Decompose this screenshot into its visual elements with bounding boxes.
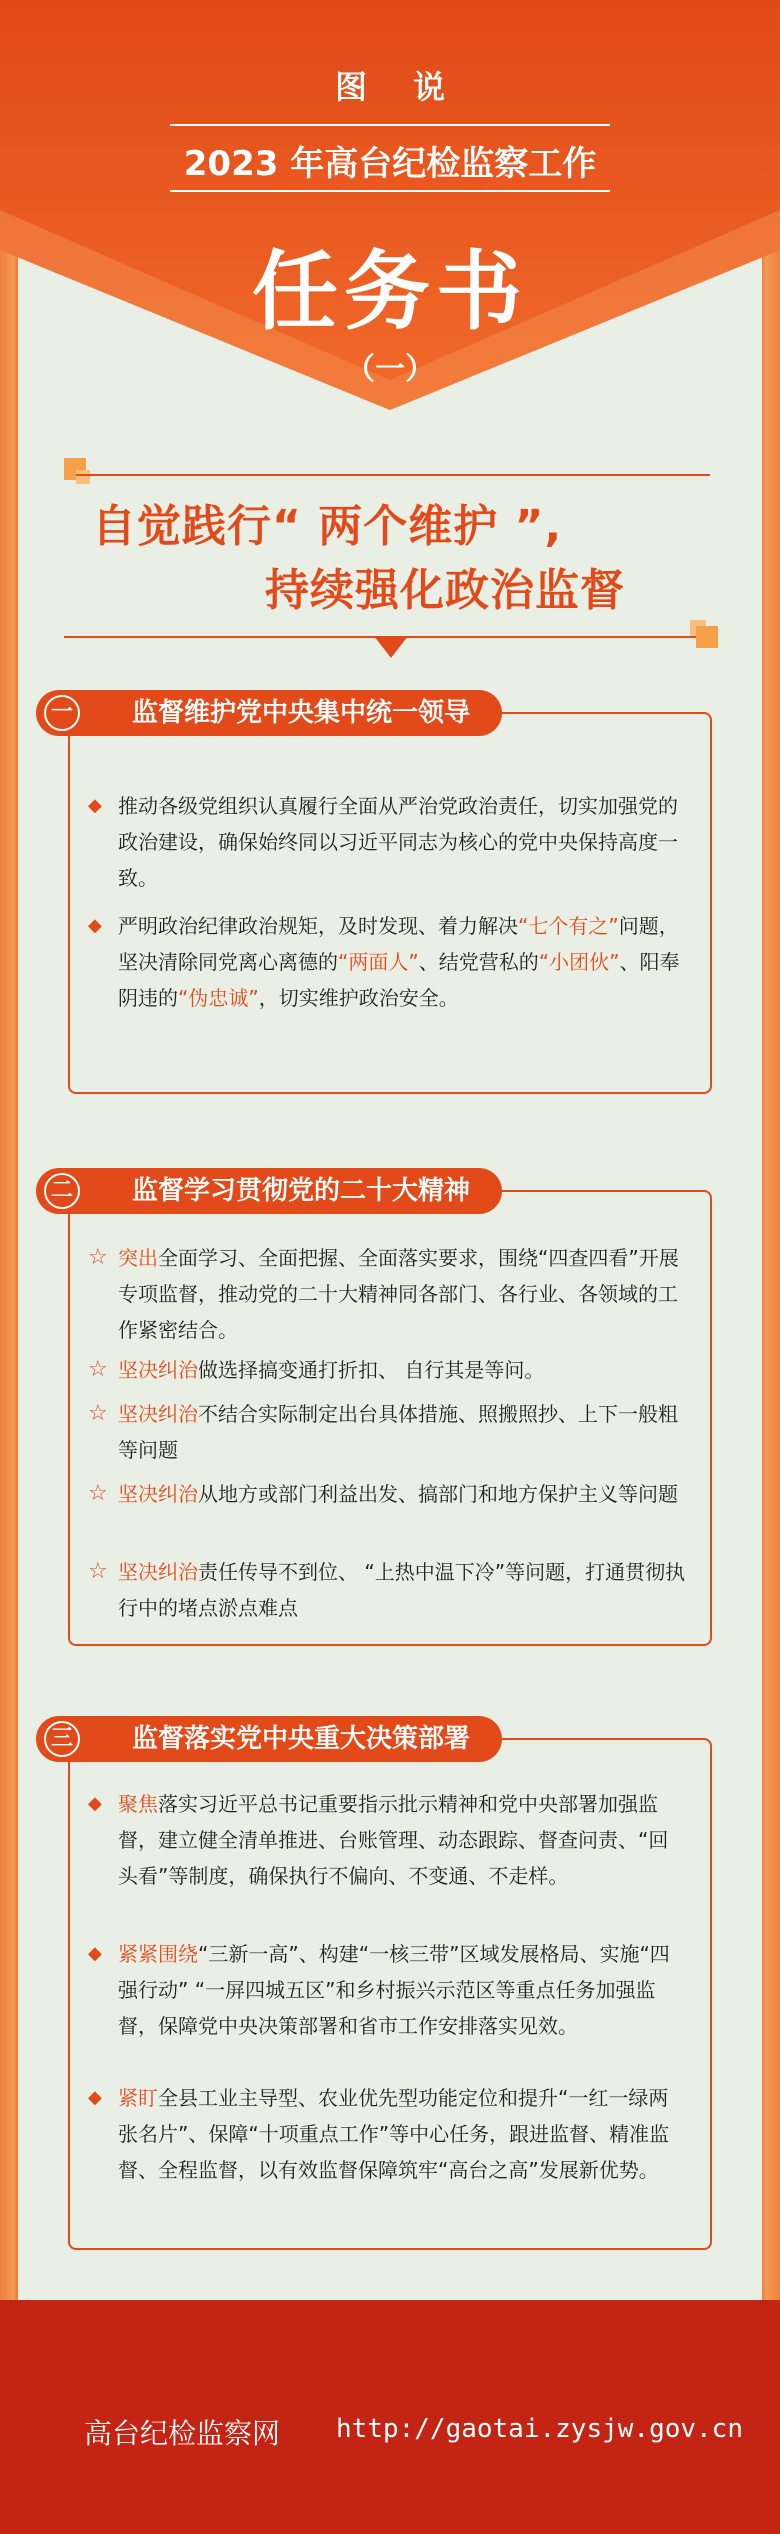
- list-item: [88, 1396, 688, 1468]
- decor-square: [696, 626, 718, 648]
- arrow-down-icon: [374, 636, 408, 660]
- section-1-box: [50, 698, 712, 1094]
- section-title: 监督学习贯彻党的二十大精神: [132, 1176, 471, 1206]
- section-2-header: [36, 1168, 502, 1214]
- header-number: （一）: [345, 352, 435, 387]
- list-item: [88, 908, 688, 1016]
- section-title: 监督落实党中央重大决策部署: [132, 1724, 471, 1754]
- header-rule-top: [170, 124, 610, 126]
- section-1-header: [36, 690, 502, 736]
- footer-site-name: 高台纪检监察网: [84, 2417, 281, 2450]
- theme-block: [0, 450, 780, 680]
- diamond-bullet-icon: ◆: [88, 2087, 102, 2108]
- list-item: [88, 1352, 688, 1388]
- list-item: [88, 1240, 688, 1348]
- item-text: 紧紧围绕“三新一高”、构建“一核三带”区域发展格局、实施“四强行动” “一屏四城五区”和乡村振兴示范区等重点任务加强监督，保障党中央决策部署和省市工作安排落实见效。: [118, 1942, 670, 2038]
- decor-square: [76, 470, 90, 484]
- header-title: 任务书: [252, 242, 528, 342]
- list-item: [88, 788, 688, 896]
- star-bullet-icon: ☆: [88, 1245, 108, 1270]
- header-rule-bottom: [170, 190, 610, 192]
- section-3-header: [36, 1716, 502, 1762]
- diamond-bullet-icon: ◆: [88, 1793, 102, 1814]
- item-text: 坚决纠治责任传导不到位、 “上热中温下冷”等问题，打通贯彻执行中的堵点淤点难点: [118, 1560, 686, 1620]
- diamond-bullet-icon: ◆: [88, 795, 102, 816]
- list-item: [88, 1554, 688, 1626]
- theme-line-2: 持续强化政治监督: [265, 565, 625, 616]
- star-bullet-icon: ☆: [88, 1401, 108, 1426]
- item-text: 坚决纠治做选择搞变通打折扣、 自行其是等问。: [118, 1358, 545, 1382]
- item-text: 聚焦落实习近平总书记重要指示批示精神和党中央部署加强监督，建立健全清单推进、台账管理、动态跟踪、督查问责、“回头看”等制度，确保执行不偏向、不变通、不走样。: [118, 1792, 669, 1888]
- header-subtitle: 2023 年高台纪检监察工作: [183, 144, 597, 184]
- list-item: [88, 1936, 688, 2044]
- section-number: 一: [44, 695, 80, 731]
- item-text: 突出全面学习、全面把握、全面落实要求，围绕“四查四看”开展专项监督，推动党的二十大精神同各部门、各行业、各领域的工作紧密结合。: [118, 1246, 679, 1342]
- section-title: 监督维护党中央集中统一领导: [132, 698, 471, 728]
- item-text: 推动各级党组织认真履行全面从严治党政治责任，切实加强党的政治建设，确保始终同以习近平同志为核心的党中央保持高度一致。: [118, 794, 678, 890]
- section-3-box: [50, 1724, 712, 2250]
- theme-rule-top: [76, 474, 710, 476]
- header-banner: [0, 0, 780, 420]
- footer-url-link[interactable]: http://gaotai.zysjw.gov.cn: [336, 2414, 743, 2444]
- section-2-box: [50, 1176, 712, 1646]
- list-item: [88, 1786, 688, 1894]
- footer: [0, 2300, 780, 2534]
- section-number: 二: [44, 1173, 80, 1209]
- header-top-label: 图说: [334, 68, 491, 106]
- item-text: 坚决纠治不结合实际制定出台具体措施、照搬照抄、上下一般粗等问题: [118, 1402, 678, 1462]
- item-text: 紧盯全县工业主导型、农业优先型功能定位和提升“一红一绿两张名片”、保障“十项重点工作”等中心任务，跟进监督、精准监督、全程监督，以有效监督保障筑牢“高台之高”发展新优势。: [118, 2086, 670, 2182]
- diamond-bullet-icon: ◆: [88, 1943, 102, 1964]
- item-text: 坚决纠治从地方或部门利益出发、搞部门和地方保护主义等问题: [118, 1482, 678, 1506]
- theme-line-1: 自觉践行“ 两个维护 ”,: [92, 501, 563, 552]
- list-item: [88, 2080, 688, 2188]
- item-text: 严明政治纪律政治规矩，及时发现、着力解决“七个有之”问题，坚决清除同党离心离德的“两面人”、结党营私的“小团伙”、阳奉阴违的“伪忠诚”，切实维护政治安全。: [118, 914, 680, 1010]
- star-bullet-icon: ☆: [88, 1481, 108, 1506]
- diamond-bullet-icon: ◆: [88, 915, 102, 936]
- section-number: 三: [44, 1721, 80, 1757]
- star-bullet-icon: ☆: [88, 1559, 108, 1584]
- star-bullet-icon: ☆: [88, 1357, 108, 1382]
- list-item: [88, 1476, 688, 1512]
